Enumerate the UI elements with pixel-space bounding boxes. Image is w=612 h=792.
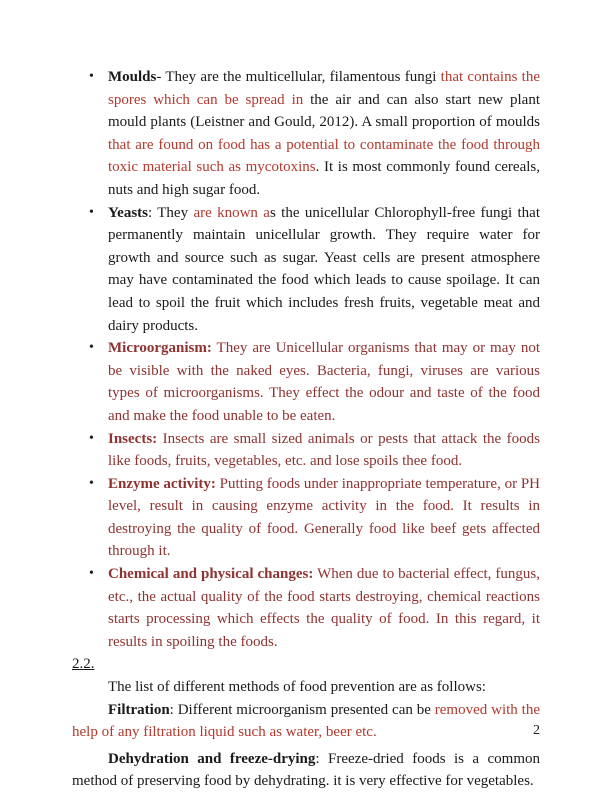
text-run: . It is most commonly found cereals, nuts and high sugar food. bbox=[108, 159, 540, 198]
list-item-text bbox=[108, 431, 540, 470]
text-run: : Freeze-dried foods is a common method of preserving food by dehydrating. it is very effective for vegetables. bbox=[72, 750, 540, 790]
text-run: s the unicellular Chlorophyll-free fungi that permanently maintain unicellular growth. They require water for growth and source such as sugar. Yeast cells are present atmosphere may have contaminated the food which leads to cause spoilage. It can lead to spoil the fruit which includes fresh fruits, vegetable meat and dairy products. bbox=[108, 204, 540, 334]
list-item-moulds bbox=[72, 66, 540, 202]
text-run: Yeasts bbox=[108, 204, 148, 221]
list-item-text bbox=[108, 340, 540, 424]
text-run: Enzyme activity: bbox=[108, 475, 216, 492]
page-number: 2 bbox=[533, 723, 540, 738]
text-run: : They bbox=[148, 204, 194, 221]
text-run: removed with the help of any filtration liquid such as water, beer etc. bbox=[72, 701, 540, 741]
list-item-text bbox=[108, 476, 540, 560]
bullet-icon: • bbox=[89, 475, 94, 491]
bullet-icon: • bbox=[89, 69, 94, 84]
list-item-microorganism bbox=[72, 337, 540, 427]
text-run: They are Unicellular organisms that may or may not be visible with the naked eyes. Bacteria, fungi, viruses are various types of microorganisms. They effect the odour and taste of the food and make the food unable to be eaten. bbox=[108, 340, 540, 424]
section-number: 2.2. bbox=[72, 656, 95, 673]
text-run: : Different microorganism presented can be bbox=[169, 701, 435, 718]
text-run: Insects: bbox=[108, 430, 158, 447]
text-run: Moulds bbox=[108, 69, 157, 85]
list-item-chemical-physical-changes bbox=[72, 563, 540, 653]
list-item-text bbox=[108, 205, 540, 334]
paragraph-prevention-intro bbox=[72, 676, 540, 699]
text-run: the air and can also start new plant mould plants (Leistner and Gould, 2012). A small proportion of moulds bbox=[108, 91, 540, 131]
text-run: The list of different methods of food prevention are as follows: bbox=[108, 679, 486, 696]
bullet-icon: • bbox=[89, 566, 94, 582]
text-run: Insects are small sized animals or pests that attack the foods like foods, fruits, vegetables, etc. and lose spoils thee food. bbox=[108, 430, 540, 470]
text-run: are known a bbox=[193, 204, 270, 221]
list-item-text bbox=[108, 566, 540, 650]
list-item-yeasts bbox=[72, 202, 540, 338]
text-run: Microorganism: bbox=[108, 340, 212, 357]
text-run: When due to bacterial effect, fungus, etc., the actual quality of the food starts destroying, chemical reactions starts processing which effects the quality of food. In this regard, it results in spoiling the foods. bbox=[108, 566, 540, 650]
text-run: Filtration bbox=[108, 701, 170, 718]
text-run: that are found on food has a potential to contaminate the food through toxic material such as mycotoxins bbox=[108, 136, 540, 176]
text-run: Putting foods under inappropriate temperature, or PH level, result in causing enzyme activity in the food. It results in destroying the quality of food. Generally food like beef gets affected through it. bbox=[108, 475, 540, 560]
bullet-icon: • bbox=[89, 340, 94, 356]
text-run: that contains the spores which can be spread in bbox=[108, 69, 541, 108]
text-run: - They are the multicellular, filamentous fungi bbox=[156, 69, 441, 85]
paragraph-filtration bbox=[72, 699, 540, 744]
list-item-text bbox=[108, 69, 540, 198]
bullet-icon: • bbox=[89, 430, 94, 446]
section-number-heading bbox=[72, 653, 540, 676]
paragraph-dehydration bbox=[72, 748, 540, 792]
bullet-icon: • bbox=[89, 204, 94, 220]
spoilage-causes-list bbox=[72, 66, 540, 653]
text-run: Chemical and physical changes: bbox=[108, 566, 314, 583]
text-run: Dehydration and freeze-drying bbox=[108, 750, 316, 767]
list-item-insects bbox=[72, 428, 540, 473]
list-item-enzyme-activity bbox=[72, 473, 540, 563]
